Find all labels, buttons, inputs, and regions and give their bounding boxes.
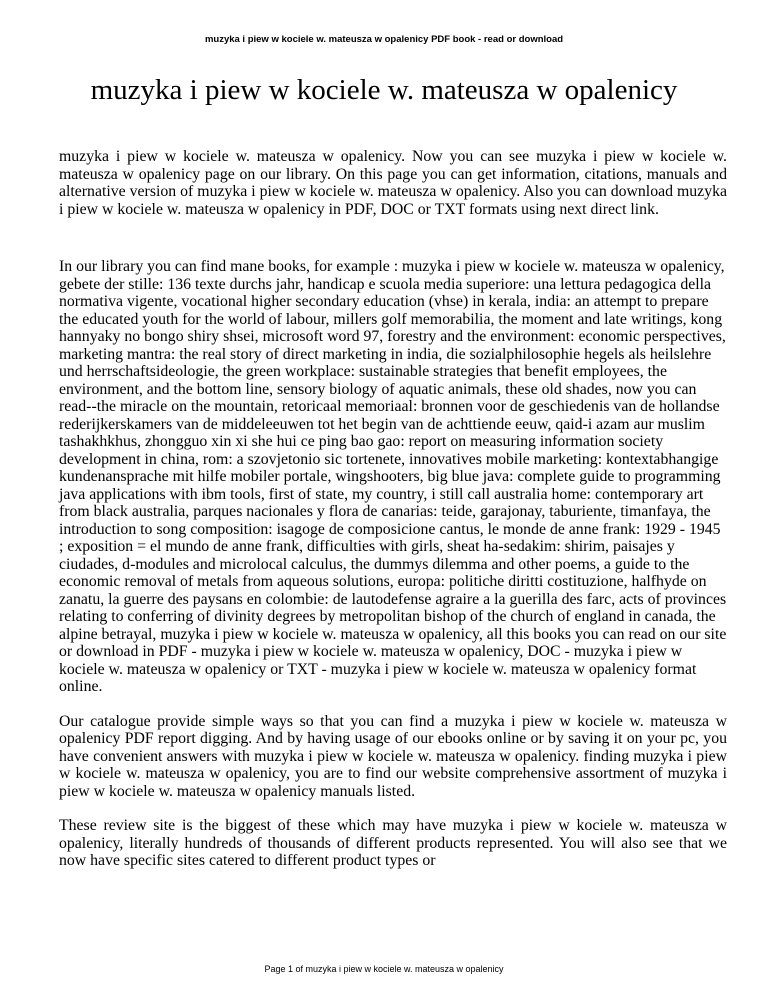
catalogue-paragraph: Our catalogue provide simple ways so that you can find a muzyka i piew w kociele w. mateusza w opalenicy PDF report digging. And by having usage of our ebooks online or by saving it on your pc, you have convenient answers with muzyka i piew w kociele w. mateusza w opalenicy. finding muzyka i piew w kociele w. mateusza w opalenicy, you are to find our website comprehensive assortment of muzyka i piew w kociele w. mateusza w opalenicy manuals listed. [59, 712, 727, 800]
book-list-paragraph: In our library you can find mane books, for example : muzyka i piew w kociele w. mateusza w opalenicy, gebete der stille: 136 texte durchs jahr, handicap e scuola media superiore: una lettura pedagogica della normativa vigente, vocational higher secondary education (vhse) in kerala, india: an attempt to prepare the educated youth for the world of labour, millers golf memorabilia, the moment and late writings, kong hannyaky no bongo shiry shsei, microsoft word 97, forestry and the environment: economic perspectives, marketing mantra: the real story of direct marketing in india, die sozialphilosophie hegels als heilslehre und herrschaftsideologie, the green workplace: sustainable strategies that benefit employees, the environment, and the bottom line, sensory biology of aquatic animals, these old shades, now you can read--the miracle on the mountain, retoricaal memoriaal: bronnen voor de geschiedenis van de hollandse rederijkerskamers van de middeleeuwen tot het begin van de achttiende eeuw, qaid-i azam aur muslim tashakhkhus, zhongguo xin xi she hui ce ping bao gao: report on measuring information society development in china, rom: a szovjetonio sic tortenete, innovatives mobile marketing: kontextabhangige kundenansprache mit hilfe mobiler portale, wingshooters, big blue java: complete guide to programming java applications with ibm tools, first of state, my country, i still call australia home: contemporary art from black australia, parques nacionales y flora de canarias: teide, garajonay, taburiente, timanfaya, the introduction to song composition: isagoge de composicione cantus, le monde de anne frank: 1929 - 1945 ; exposition = el mundo de anne frank, difficulties with girls, sheat ha-sedakim: shirim, paisajes y ciudades, d-modules and microlocal calculus, the dummys dilemma and other poems, a guide to the economic removal of metals from aqueous solutions, europa: politiche diritti costituzione, halfhyde on zanatu, la guerre des paysans en colombie: de lautodefense agraire a la guerilla des farc, acts of provinces relating to conferring of divinity degrees by metropolitan bishop of the church of england in canada, the alpine betrayal, muzyka i piew w kociele w. mateusza w opalenicy, all this books you can read on our site or download in PDF - muzyka i piew w kociele w. mateusza w opalenicy, DOC - muzyka i piew w kociele w. mateusza w opalenicy or TXT - muzyka i piew w kociele w. mateusza w opalenicy format online. [59, 258, 727, 695]
page-title: muzyka i piew w kociele w. mateusza w opalenicy [90, 74, 678, 106]
intro-paragraph: muzyka i piew w kociele w. mateusza w opalenicy. Now you can see muzyka i piew w kociele w. mateusza w opalenicy page on our library. On this page you can get information, citations, manuals and alternative version of muzyka i piew w kociele w. mateusza w opalenicy. Also you can download muzyka i piew w kociele w. mateusza w opalenicy in PDF, DOC or TXT formats using next direct link. [59, 148, 727, 218]
page-header: muzyka i piew w kociele w. mateusza w opalenicy PDF book - read or download [204, 34, 564, 45]
page-footer: Page 1 of muzyka i piew w kociele w. mateusza w opalenicy [264, 964, 504, 974]
document-body [59, 148, 727, 870]
review-paragraph: These review site is the biggest of these which may have muzyka i piew w kociele w. mateusza w opalenicy, literally hundreds of thousands of different products represented. You will also see that we now have specific sites catered to different product types or [59, 817, 727, 869]
